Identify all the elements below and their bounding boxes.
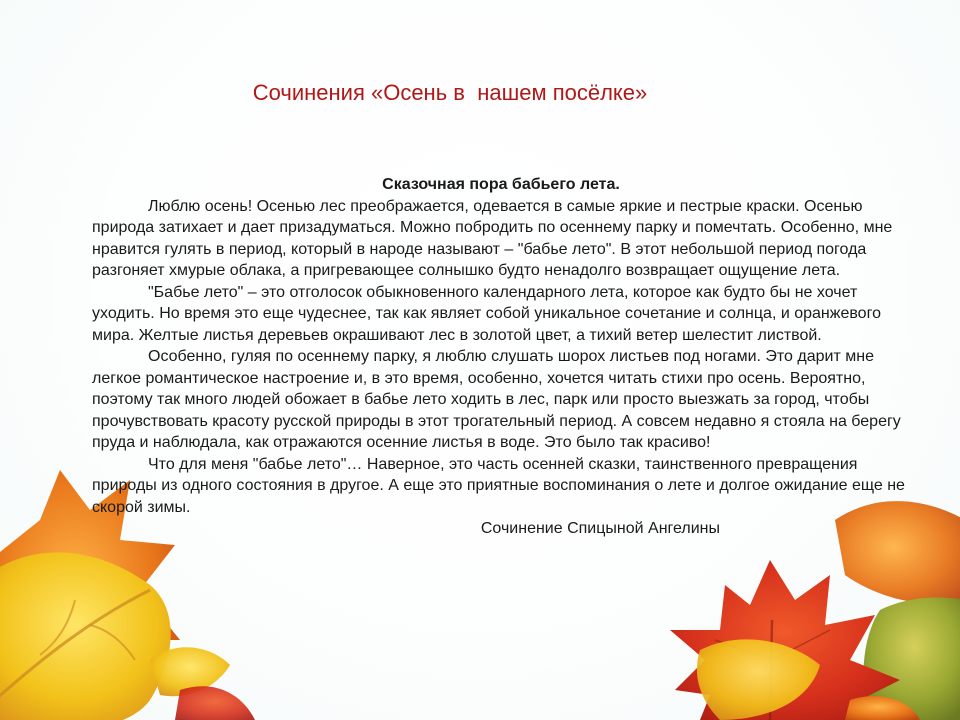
essay-paragraph: Что для меня "бабье лето"… Наверное, это часть осенней сказки, таинственного превращения природы из одного состояния в другое. А еще это приятные воспоминания о лете и долгое ожидание еще не скорой зимы. (92, 455, 905, 516)
essay-heading: Сказочная пора бабьего лета. (382, 176, 620, 193)
essay-paragraph: Особенно, гуляя по осеннему парку, я люблю слушать шорох листьев под ногами. Это дарит мне легкое романтическое настроение и, в это время, особенно, хочется читать стихи про осень. Вероятно, поэтому так много людей обожает в бабье лето ходить в лес, парк или просто выезжать за город, чтобы прочувствовать красоту русской природы в этот трогательный период. А совсем недавно я стояла на берегу пруда и наблюдала, как отражаются осенние листья в воде. Это было так красиво! (92, 348, 901, 451)
essay-body (92, 174, 910, 540)
essay-paragraph: Люблю осень! Осенью лес преображается, одевается в самые яркие и пестрые краски. Осенью природа затихает и дает призадуматься. Можно побродить по осеннему парку и помечтать. Особенно, мне нравится гулять в период, который в народе называют – "бабье лето". В этот небольшой период погода разгоняет хмурые облака, а пригревающее солнышко будто ненадолго возвращает ощущение лета. (92, 197, 893, 279)
essay-signature: Сочинение Спицыной Ангелины (480, 520, 720, 537)
essay-paragraph: "Бабье лето" – это отголосок обыкновенного календарного лета, которое как будто бы не хочет уходить. Но время это еще чудеснее, так как являет собой уникальное сочетание и солнца, и оранжевого мира. Желтые листья деревьев окрашивают лес в золотой цвет, а тихий ветер шелестит листвой. (92, 283, 881, 344)
page-title: Сочинения «Осень в нашем посёлке» (252, 80, 648, 105)
